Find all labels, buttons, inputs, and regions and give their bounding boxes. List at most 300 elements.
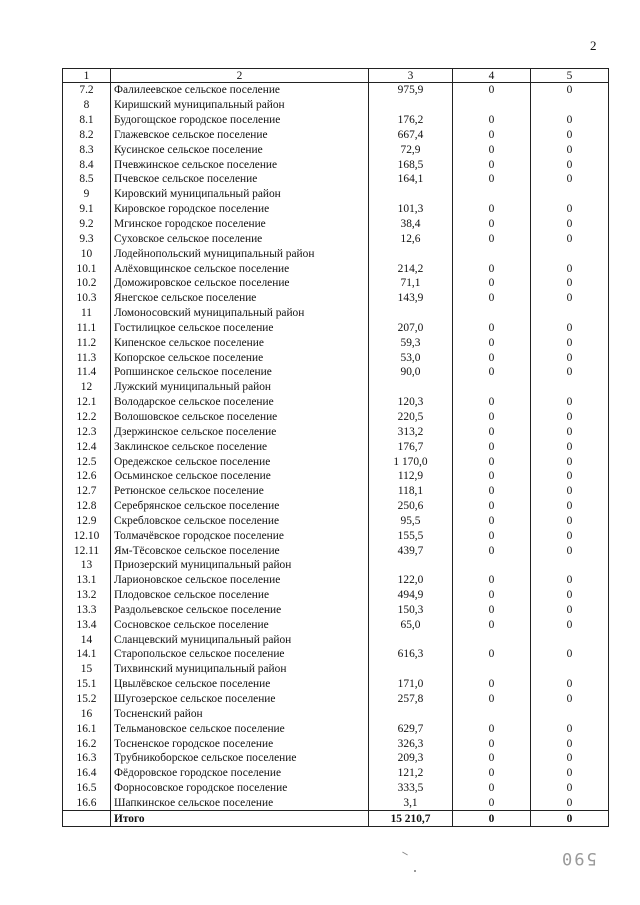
column-header: 4 (453, 69, 531, 83)
row-col5: 0 (531, 499, 609, 514)
row-number: 13.2 (63, 588, 111, 603)
row-value: 313,2 (369, 424, 453, 439)
row-value: 120,3 (369, 395, 453, 410)
row-col4: 0 (453, 142, 531, 157)
row-value: 53,0 (369, 350, 453, 365)
row-col5 (531, 246, 609, 261)
row-value: 122,0 (369, 573, 453, 588)
row-value: 207,0 (369, 321, 453, 336)
row-value: 38,4 (369, 217, 453, 232)
row-col4: 0 (453, 217, 531, 232)
column-header: 5 (531, 69, 609, 83)
row-col5: 0 (531, 736, 609, 751)
row-value: 59,3 (369, 335, 453, 350)
row-col4 (453, 380, 531, 395)
row-col5: 0 (531, 484, 609, 499)
row-number: 15.2 (63, 692, 111, 707)
row-col5: 0 (531, 157, 609, 172)
row-col4: 0 (453, 350, 531, 365)
row-number: 12 (63, 380, 111, 395)
table-row (63, 380, 609, 395)
row-number: 12.3 (63, 424, 111, 439)
row-number: 12.7 (63, 484, 111, 499)
row-col4 (453, 558, 531, 573)
row-col4: 0 (453, 157, 531, 172)
row-name: Кировский муниципальный район (111, 187, 369, 202)
row-number: 10.1 (63, 261, 111, 276)
row-value (369, 558, 453, 573)
row-col5: 0 (531, 811, 609, 827)
row-name: Мгинское городское поселение (111, 217, 369, 232)
row-name: Тосненский район (111, 706, 369, 721)
row-col4 (453, 187, 531, 202)
row-name: Осьминское сельское поселение (111, 469, 369, 484)
table-row (63, 231, 609, 246)
scan-mark (414, 870, 416, 872)
table-row (63, 603, 609, 618)
row-value: 118,1 (369, 484, 453, 499)
row-col4: 0 (453, 484, 531, 499)
allocation-table (62, 68, 609, 827)
row-value: 616,3 (369, 647, 453, 662)
row-number: 15.1 (63, 677, 111, 692)
row-col5: 0 (531, 751, 609, 766)
row-col5: 0 (531, 202, 609, 217)
row-col5: 0 (531, 766, 609, 781)
row-value: 12,6 (369, 231, 453, 246)
row-value: 168,5 (369, 157, 453, 172)
row-name: Фёдоровское городское поселение (111, 766, 369, 781)
table-row (63, 647, 609, 662)
row-number: 11.4 (63, 365, 111, 380)
row-number: 9.2 (63, 217, 111, 232)
table-row (63, 142, 609, 157)
row-number: 12.11 (63, 543, 111, 558)
row-name: Ретюнское сельское поселение (111, 484, 369, 499)
row-col5: 0 (531, 365, 609, 380)
row-number: 14 (63, 632, 111, 647)
row-value: 112,9 (369, 469, 453, 484)
row-number: 12.9 (63, 513, 111, 528)
row-number: 9.1 (63, 202, 111, 217)
table-row (63, 454, 609, 469)
row-value: 629,7 (369, 721, 453, 736)
column-header: 2 (111, 69, 369, 83)
row-value: 176,7 (369, 439, 453, 454)
row-col5: 0 (531, 410, 609, 425)
row-number: 11.3 (63, 350, 111, 365)
row-number: 8.1 (63, 113, 111, 128)
row-name: Шугозерское сельское поселение (111, 692, 369, 707)
row-value: 250,6 (369, 499, 453, 514)
row-number: 16.3 (63, 751, 111, 766)
table-row (63, 662, 609, 677)
table-row (63, 291, 609, 306)
row-number: 13.4 (63, 617, 111, 632)
row-col4: 0 (453, 424, 531, 439)
row-col5: 0 (531, 573, 609, 588)
table-row (63, 276, 609, 291)
row-name: Ям-Тёсовское сельское поселение (111, 543, 369, 558)
row-col4: 0 (453, 528, 531, 543)
row-name: Кировское городское поселение (111, 202, 369, 217)
row-col4: 0 (453, 588, 531, 603)
row-col4: 0 (453, 321, 531, 336)
row-col5: 0 (531, 128, 609, 143)
row-name: Сосновское сельское поселение (111, 617, 369, 632)
row-col4 (453, 98, 531, 113)
row-col5: 0 (531, 335, 609, 350)
row-col5 (531, 632, 609, 647)
row-col5: 0 (531, 528, 609, 543)
table-row (63, 677, 609, 692)
row-col4: 0 (453, 469, 531, 484)
scan-mark (402, 852, 408, 856)
row-col4: 0 (453, 499, 531, 514)
row-name: Фалилеевское сельское поселение (111, 83, 369, 98)
table-row (63, 306, 609, 321)
row-number: 11.1 (63, 321, 111, 336)
row-number: 12.2 (63, 410, 111, 425)
row-name: Шапкинское сельское поселение (111, 796, 369, 811)
table-row (63, 573, 609, 588)
row-value: 90,0 (369, 365, 453, 380)
row-col4: 0 (453, 439, 531, 454)
row-value: 95,5 (369, 513, 453, 528)
row-number: 16.4 (63, 766, 111, 781)
table-row (63, 617, 609, 632)
row-value: 494,9 (369, 588, 453, 603)
row-col5 (531, 662, 609, 677)
row-value (369, 306, 453, 321)
row-col5 (531, 558, 609, 573)
row-name: Киришский муниципальный район (111, 98, 369, 113)
row-number: 9 (63, 187, 111, 202)
row-name: Лужский муниципальный район (111, 380, 369, 395)
total-row (63, 811, 609, 827)
table-row (63, 217, 609, 232)
row-number: 16.1 (63, 721, 111, 736)
row-value: 164,1 (369, 172, 453, 187)
table-row (63, 83, 609, 98)
row-value: 72,9 (369, 142, 453, 157)
row-number: 8.3 (63, 142, 111, 157)
row-col5 (531, 187, 609, 202)
table-row (63, 202, 609, 217)
table-row (63, 424, 609, 439)
row-value (369, 187, 453, 202)
table-row (63, 499, 609, 514)
row-col5: 0 (531, 439, 609, 454)
row-number: 12.1 (63, 395, 111, 410)
row-col4: 0 (453, 736, 531, 751)
row-col4: 0 (453, 172, 531, 187)
row-number: 14.1 (63, 647, 111, 662)
table-row (63, 721, 609, 736)
row-number: 15 (63, 662, 111, 677)
row-col5: 0 (531, 647, 609, 662)
row-col4: 0 (453, 781, 531, 796)
row-name: Форносовское городское поселение (111, 781, 369, 796)
row-col5: 0 (531, 677, 609, 692)
table-row (63, 113, 609, 128)
row-col4 (453, 306, 531, 321)
row-name: Алёховщинское сельское поселение (111, 261, 369, 276)
row-col5: 0 (531, 321, 609, 336)
row-name: Тельмановское сельское поселение (111, 721, 369, 736)
row-name: Пчевжинское сельское поселение (111, 157, 369, 172)
row-col4: 0 (453, 796, 531, 811)
row-number: 7.2 (63, 83, 111, 98)
row-number: 12.5 (63, 454, 111, 469)
row-col4: 0 (453, 261, 531, 276)
row-number (63, 811, 111, 827)
row-name: Кусинское сельское поселение (111, 142, 369, 157)
row-name: Пчевское сельское поселение (111, 172, 369, 187)
row-col4: 0 (453, 128, 531, 143)
row-name: Тосненское городское поселение (111, 736, 369, 751)
row-value: 975,9 (369, 83, 453, 98)
row-col5: 0 (531, 424, 609, 439)
table-row (63, 98, 609, 113)
table-row (63, 469, 609, 484)
row-number: 8 (63, 98, 111, 113)
row-name: Оредежское сельское поселение (111, 454, 369, 469)
table-row (63, 692, 609, 707)
row-col4: 0 (453, 335, 531, 350)
row-name: Старопольское сельское поселение (111, 647, 369, 662)
row-value: 209,3 (369, 751, 453, 766)
row-col5: 0 (531, 217, 609, 232)
row-col5: 0 (531, 588, 609, 603)
row-name: Лодейнопольский муниципальный район (111, 246, 369, 261)
table-row (63, 187, 609, 202)
row-value: 326,3 (369, 736, 453, 751)
table-row (63, 157, 609, 172)
row-name: Заклинское сельское поселение (111, 439, 369, 454)
row-col4: 0 (453, 617, 531, 632)
table-row (63, 321, 609, 336)
table-row (63, 781, 609, 796)
row-number: 13.1 (63, 573, 111, 588)
row-name: Толмачёвское городское поселение (111, 528, 369, 543)
row-number: 16.6 (63, 796, 111, 811)
row-value: 65,0 (369, 617, 453, 632)
table-row (63, 632, 609, 647)
row-col5: 0 (531, 617, 609, 632)
row-name: Раздольевское сельское поселение (111, 603, 369, 618)
row-col4 (453, 246, 531, 261)
row-col5: 0 (531, 83, 609, 98)
row-value: 257,8 (369, 692, 453, 707)
row-number: 12.4 (63, 439, 111, 454)
row-number: 12.10 (63, 528, 111, 543)
row-value (369, 380, 453, 395)
row-col4: 0 (453, 231, 531, 246)
row-col5 (531, 706, 609, 721)
row-col5: 0 (531, 781, 609, 796)
row-col5: 0 (531, 395, 609, 410)
row-name: Волошовское сельское поселение (111, 410, 369, 425)
table-row (63, 335, 609, 350)
column-header: 1 (63, 69, 111, 83)
table-row (63, 484, 609, 499)
row-col5: 0 (531, 796, 609, 811)
row-number: 11.2 (63, 335, 111, 350)
row-name: Плодовское сельское поселение (111, 588, 369, 603)
row-col4: 0 (453, 365, 531, 380)
row-col5: 0 (531, 350, 609, 365)
table-row (63, 365, 609, 380)
table-row (63, 706, 609, 721)
row-name: Ларионовское сельское поселение (111, 573, 369, 588)
table-row (63, 558, 609, 573)
row-name: Скребловское сельское поселение (111, 513, 369, 528)
table-row (63, 439, 609, 454)
row-value: 171,0 (369, 677, 453, 692)
row-value: 71,1 (369, 276, 453, 291)
row-number: 12.8 (63, 499, 111, 514)
row-col4: 0 (453, 113, 531, 128)
row-name: Гостилицкое сельское поселение (111, 321, 369, 336)
row-name: Трубникоборское сельское поселение (111, 751, 369, 766)
row-value (369, 246, 453, 261)
row-name: Тихвинский муниципальный район (111, 662, 369, 677)
table-row (63, 410, 609, 425)
table-row (63, 261, 609, 276)
row-number: 8.5 (63, 172, 111, 187)
row-name: Глажевское сельское поселение (111, 128, 369, 143)
row-number: 9.3 (63, 231, 111, 246)
row-col5 (531, 306, 609, 321)
table-row (63, 350, 609, 365)
row-name: Ломоносовский муниципальный район (111, 306, 369, 321)
table-row (63, 543, 609, 558)
row-name: Цвылёвское сельское поселение (111, 677, 369, 692)
row-col5: 0 (531, 513, 609, 528)
row-col5: 0 (531, 142, 609, 157)
row-number: 16 (63, 706, 111, 721)
row-number: 12.6 (63, 469, 111, 484)
row-name: Доможировское сельское поселение (111, 276, 369, 291)
row-col5: 0 (531, 113, 609, 128)
row-col4: 0 (453, 677, 531, 692)
row-col4: 0 (453, 766, 531, 781)
table-row (63, 528, 609, 543)
row-col5: 0 (531, 603, 609, 618)
row-name: Дзержинское сельское поселение (111, 424, 369, 439)
row-col5: 0 (531, 291, 609, 306)
row-value (369, 706, 453, 721)
row-col4: 0 (453, 573, 531, 588)
table-row (63, 395, 609, 410)
row-name: Кипенское сельское поселение (111, 335, 369, 350)
row-value: 220,5 (369, 410, 453, 425)
row-col5: 0 (531, 721, 609, 736)
row-col5: 0 (531, 172, 609, 187)
row-value: 333,5 (369, 781, 453, 796)
row-name: Будогощское городское поселение (111, 113, 369, 128)
row-value (369, 632, 453, 647)
page-number: 2 (590, 38, 597, 53)
row-value (369, 98, 453, 113)
row-col4: 0 (453, 202, 531, 217)
row-number: 11 (63, 306, 111, 321)
row-number: 13 (63, 558, 111, 573)
row-number: 16.5 (63, 781, 111, 796)
row-value: 214,2 (369, 261, 453, 276)
row-number: 8.4 (63, 157, 111, 172)
row-col5: 0 (531, 692, 609, 707)
row-value (369, 662, 453, 677)
row-col4: 0 (453, 410, 531, 425)
row-col4: 0 (453, 603, 531, 618)
table-row (63, 513, 609, 528)
row-col4: 0 (453, 692, 531, 707)
table-header-row (63, 69, 609, 83)
row-name: Итого (111, 811, 369, 827)
row-col5: 0 (531, 469, 609, 484)
row-col4: 0 (453, 454, 531, 469)
row-name: Приозерский муниципальный район (111, 558, 369, 573)
row-col4: 0 (453, 721, 531, 736)
table-row (63, 128, 609, 143)
row-value: 3,1 (369, 796, 453, 811)
row-name: Копорское сельское поселение (111, 350, 369, 365)
table-row (63, 588, 609, 603)
table-row (63, 766, 609, 781)
row-name: Янегское сельское поселение (111, 291, 369, 306)
row-col5 (531, 98, 609, 113)
page-stamp: 590 (560, 848, 597, 868)
row-name: Серебрянское сельское поселение (111, 499, 369, 514)
row-col4: 0 (453, 811, 531, 827)
row-value: 439,7 (369, 543, 453, 558)
row-col4 (453, 706, 531, 721)
row-col5: 0 (531, 231, 609, 246)
table-row (63, 736, 609, 751)
table-row (63, 172, 609, 187)
row-col4: 0 (453, 751, 531, 766)
row-value: 667,4 (369, 128, 453, 143)
row-col5: 0 (531, 543, 609, 558)
row-value: 101,3 (369, 202, 453, 217)
table-row (63, 246, 609, 261)
row-col4: 0 (453, 543, 531, 558)
row-col5 (531, 380, 609, 395)
row-col5: 0 (531, 276, 609, 291)
row-col4: 0 (453, 291, 531, 306)
row-value: 15 210,7 (369, 811, 453, 827)
row-number: 8.2 (63, 128, 111, 143)
row-name: Володарское сельское поселение (111, 395, 369, 410)
row-name: Суховское сельское поселение (111, 231, 369, 246)
row-value: 150,3 (369, 603, 453, 618)
row-value: 121,2 (369, 766, 453, 781)
row-value: 155,5 (369, 528, 453, 543)
table-row (63, 751, 609, 766)
row-name: Ропшинское сельское поселение (111, 365, 369, 380)
row-col5: 0 (531, 261, 609, 276)
row-value: 176,2 (369, 113, 453, 128)
table-row (63, 796, 609, 811)
row-col4: 0 (453, 276, 531, 291)
row-col4: 0 (453, 83, 531, 98)
row-col5: 0 (531, 454, 609, 469)
row-col4: 0 (453, 395, 531, 410)
row-number: 10.3 (63, 291, 111, 306)
row-col4: 0 (453, 513, 531, 528)
